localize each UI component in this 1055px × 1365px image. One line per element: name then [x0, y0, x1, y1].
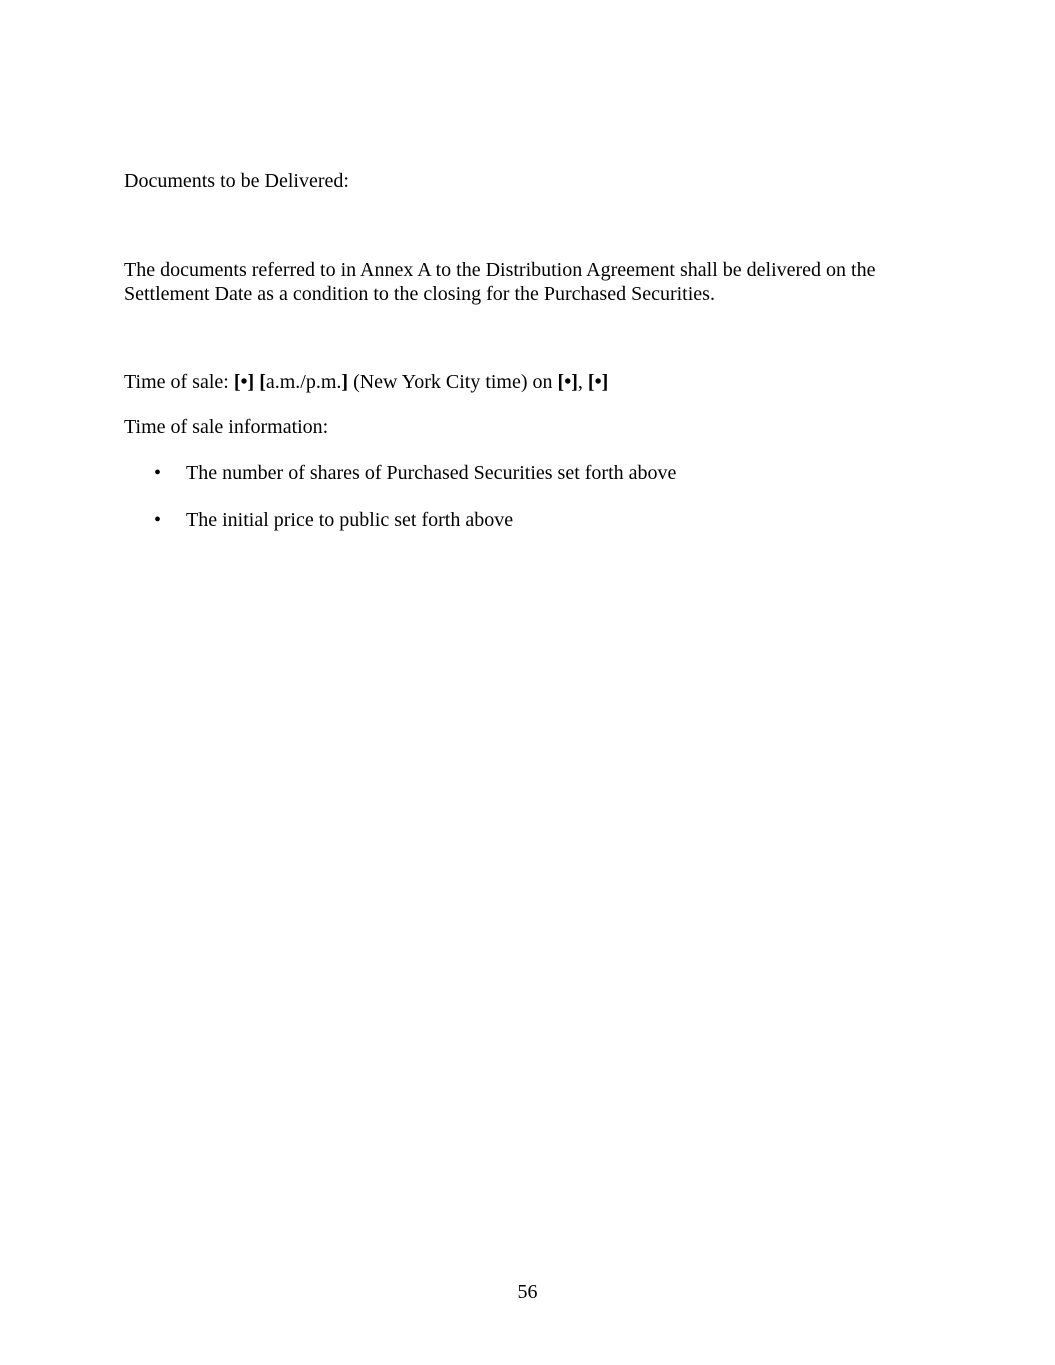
year-bracket-close: ] [601, 371, 609, 393]
ampm-text: a.m./p.m. [265, 371, 342, 393]
ampm-bracket-close: ] [341, 371, 349, 393]
date-bracket-open: [ [557, 371, 565, 393]
documents-paragraph [124, 258, 924, 306]
page-number: 56 [517, 1281, 538, 1303]
list-item-text: The number of shares of Purchased Securities set forth above [186, 462, 677, 484]
paragraph-line-2: Settlement Date as a condition to the closing for the Purchased Securities. [124, 283, 715, 305]
year-bracket-open: [ [587, 371, 595, 393]
year-placeholder: • [594, 371, 602, 393]
section-heading: Documents to be Delivered: [124, 170, 349, 192]
date-placeholder: • [564, 371, 572, 393]
time-placeholder: • [240, 371, 248, 393]
time-of-sale-info-label: Time of sale information: [124, 416, 329, 438]
comma-separator: , [577, 371, 588, 393]
bracket-close: ] [247, 371, 255, 393]
bullet-icon: • [154, 509, 162, 531]
date-bracket-close: ] [571, 371, 578, 393]
bracket-open: [ [233, 371, 241, 393]
time-of-sale-label: Time of sale: [124, 371, 234, 393]
ampm-bracket-open: [ [259, 371, 266, 393]
time-of-sale-line [124, 370, 608, 394]
list-item-text: The initial price to public set forth above [186, 509, 514, 531]
paragraph-line-1: The documents referred to in Annex A to the Distribution Agreement shall be delivered on the [124, 259, 876, 281]
timezone-text: (New York City time) on [348, 371, 558, 393]
bullet-icon: • [154, 462, 162, 484]
